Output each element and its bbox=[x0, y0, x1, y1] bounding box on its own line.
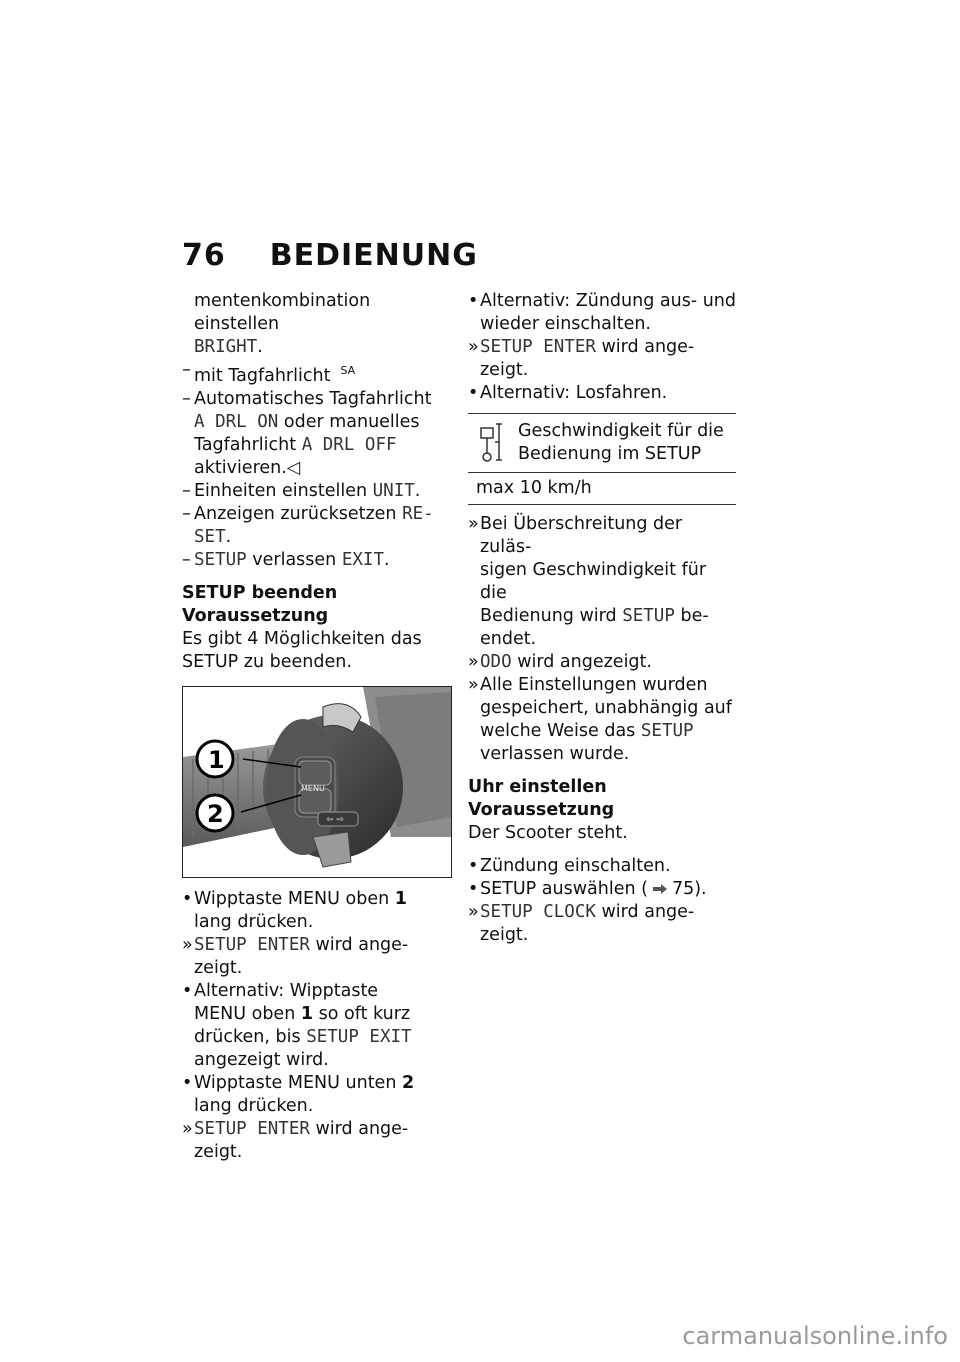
watermark: carmanualsonline.info bbox=[682, 1322, 948, 1350]
bullet-item: • Alternativ: Wipptaste MENU oben 1 so oft kurz drücken, bis SETUP EXIT angezeigt wird. bbox=[182, 980, 412, 1070]
intro-text: Es gibt 4 Möglichkeiten das SETUP zu beenden. bbox=[182, 628, 422, 672]
handlebar-switch-figure bbox=[182, 686, 452, 878]
code-bright: BRIGHT bbox=[194, 337, 258, 357]
setup-speed-icon bbox=[478, 420, 504, 464]
bullet-item: • Wipptaste MENU oben 1 lang drücken. bbox=[182, 888, 407, 932]
section-heading: Uhr einstellen bbox=[468, 777, 607, 797]
page-header bbox=[182, 238, 478, 273]
page-reference-arrow-icon bbox=[652, 883, 668, 895]
info-label: Geschwindigkeit für die bbox=[518, 421, 724, 441]
left-column bbox=[182, 290, 452, 1164]
result-item: » SETUP ENTER wird ange- zeigt. bbox=[468, 337, 695, 380]
subsection-heading: Voraussetzung bbox=[182, 605, 329, 626]
result-item: » SETUP ENTER wird ange- zeigt. bbox=[182, 1118, 409, 1162]
dash-item: – Automatisches Tagfahrlicht A DRL ON oder manuelles Tagfahrlicht A DRL OFF aktivieren.◁ bbox=[182, 388, 432, 478]
result-item: » Bei Überschreitung der zuläs- sigen Geschwindigkeit für die Bedienung wird SETUP be- endet. bbox=[468, 514, 709, 649]
bullet-item: • Zündung einschalten. bbox=[468, 856, 671, 876]
menu-label: MENU bbox=[301, 783, 325, 793]
dash-item: – Anzeigen zurücksetzen RE- SET. bbox=[182, 503, 434, 547]
callout-2: 2 bbox=[207, 799, 224, 828]
result-item: » SETUP CLOCK wird ange- zeigt. bbox=[468, 902, 695, 945]
sa-superscript: SA bbox=[340, 364, 356, 377]
handlebar-illustration bbox=[183, 687, 451, 877]
continuation-text: mentenkombination einstellen BRIGHT. bbox=[194, 291, 371, 357]
page-reference-link[interactable]: 75). bbox=[671, 879, 707, 899]
condition-text: Der Scooter steht. bbox=[468, 823, 628, 843]
callout-1: 1 bbox=[208, 745, 225, 774]
speed-info-box: Geschwindigkeit für die Bedienung im SETUP max 10 km/h bbox=[468, 413, 736, 505]
result-item: » SETUP ENTER wird ange- zeigt. bbox=[182, 934, 409, 978]
bullet-item: • Alternativ: Losfahren. bbox=[468, 383, 668, 403]
dash-item: – mit Tagfahrlicht $^{SA}$ bbox=[182, 360, 356, 386]
bullet-item: • Wipptaste MENU unten 2 lang drücken. bbox=[182, 1072, 415, 1116]
result-item: » ODO wird angezeigt. bbox=[468, 652, 652, 672]
svg-text:⇦ ⇨: ⇦ ⇨ bbox=[326, 814, 344, 825]
page-title: BEDIENUNG bbox=[269, 238, 478, 273]
page-number: 76 bbox=[182, 238, 226, 273]
right-column bbox=[468, 290, 738, 947]
bullet-item: • SETUP auswählen ( 75). bbox=[468, 879, 707, 899]
dash-item: – Einheiten einstellen UNIT. bbox=[182, 480, 421, 501]
info-value: max 10 km/h bbox=[476, 478, 592, 498]
section-heading: SETUP beenden bbox=[182, 582, 338, 603]
result-item: » Alle Einstellungen wurden gespeichert, unabhängig auf welche Weise das SETUP verlassen wurde. bbox=[468, 675, 732, 764]
subsection-heading: Voraussetzung bbox=[468, 800, 615, 820]
dash-item: – SETUP verlassen EXIT. bbox=[182, 549, 390, 570]
bullet-item: • Alternativ: Zündung aus- und wieder einschalten. bbox=[468, 291, 736, 334]
